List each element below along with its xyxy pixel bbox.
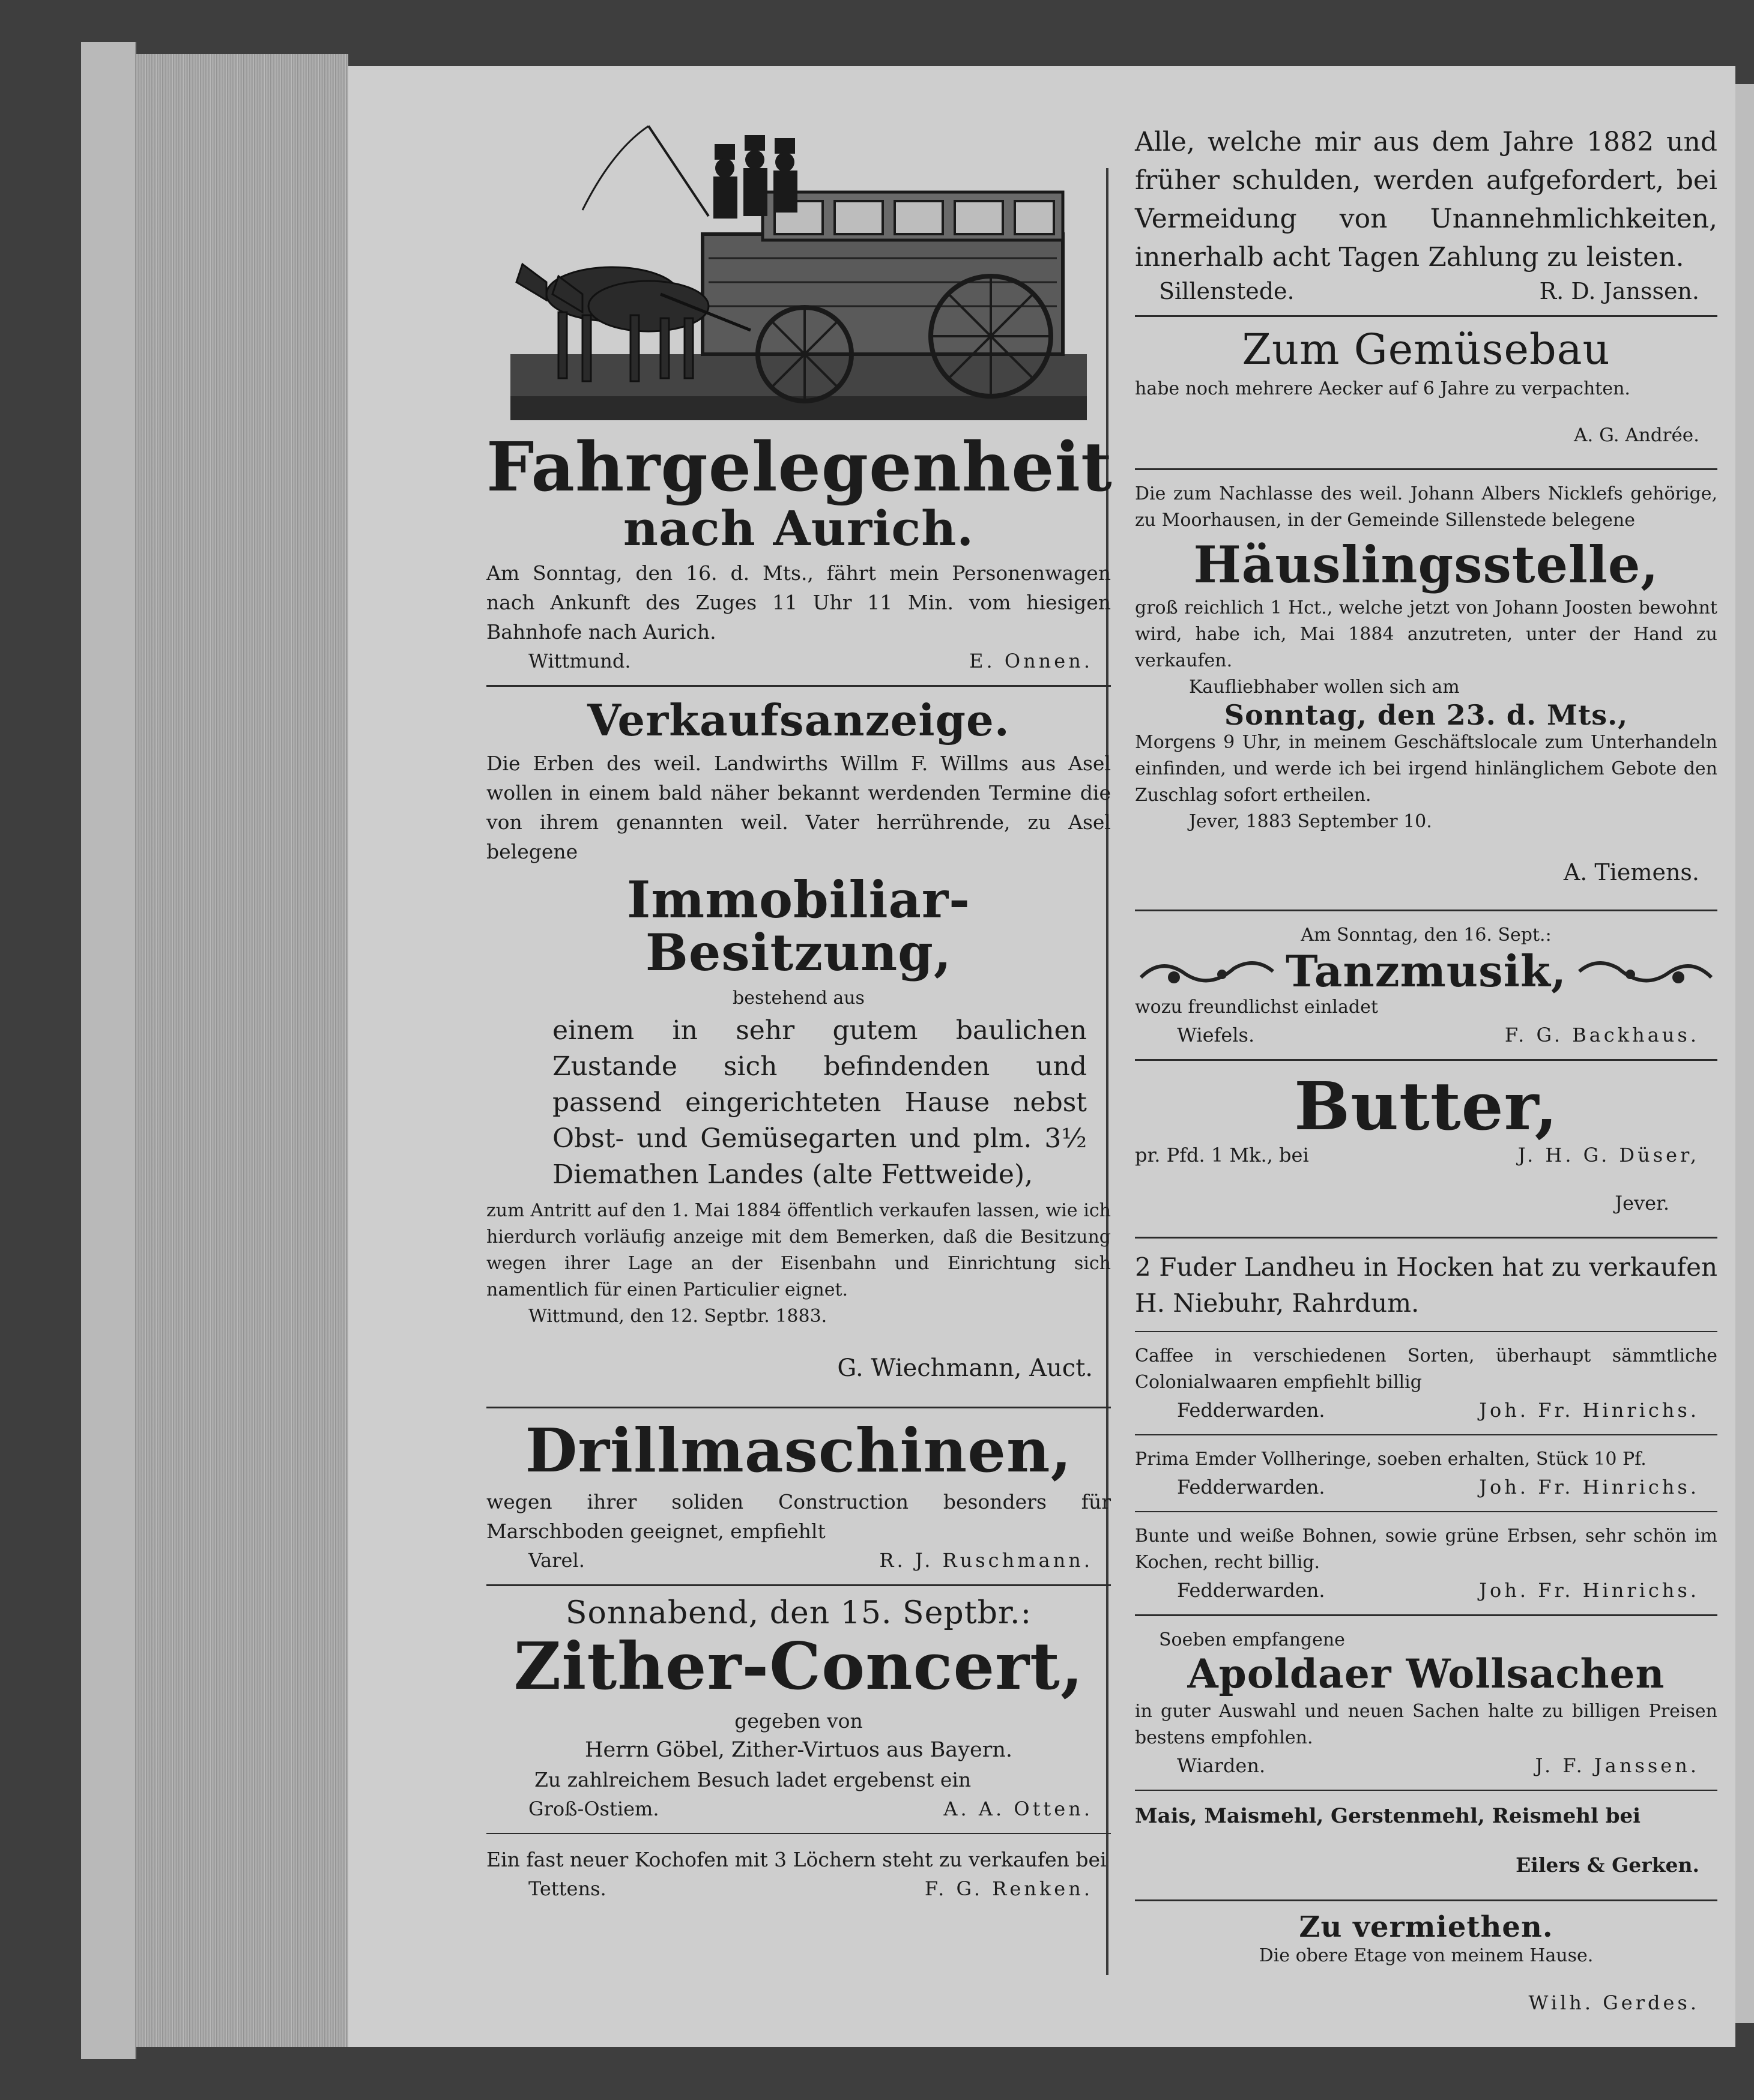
divider: [1135, 1331, 1717, 1332]
ad-place: Wiarden.: [1177, 1754, 1266, 1778]
divider: [486, 1407, 1111, 1408]
ad-name: G. Wiechmann, Auct.: [837, 1354, 1093, 1382]
divider: [486, 685, 1111, 687]
page-stack: [135, 54, 348, 2047]
ad-performer: Herrn Göbel, Zither-Virtuos aus Bayern.: [584, 1737, 1013, 1762]
ad-body-2: Morgens 9 Uhr, in meinem Geschäftslocale zum Unterhandeln einfinden, und werde ich bei irgend hinlänglichem Gebote den Zuschlag sofort ertheilen.: [1135, 731, 1717, 806]
ad-signature: [1135, 1021, 1717, 1049]
right-column: [1135, 123, 1717, 2036]
ad-lead: bestehend aus: [733, 987, 865, 1009]
ad-subtitle: nach Aurich.: [623, 499, 975, 557]
ad-drillmaschinen: [486, 1414, 1111, 1575]
divider: [1135, 1059, 1717, 1061]
ad-butter: [1135, 1067, 1717, 1218]
ad-place: Jever.: [1615, 1192, 1669, 1215]
ad-bohnen: [1135, 1523, 1717, 1605]
ad-title: Butter,: [1294, 1067, 1558, 1145]
ad-given: gegeben von: [734, 1709, 863, 1733]
ad-place: Wiefels.: [1177, 1023, 1255, 1046]
ad-name: F. G. Backhaus.: [1504, 1023, 1699, 1046]
ad-name: R. J. Ruschmann.: [879, 1548, 1093, 1572]
ad-gemuesebau: [1135, 325, 1717, 450]
ad-tanzmusik: [1135, 922, 1717, 1049]
ad-body: in guter Auswahl und neuen Sachen halte zu billigen Preisen bestens empfohlen.: [1135, 1701, 1717, 1749]
next-page-edge: [1734, 84, 1754, 2023]
ad-name: R. D. Janssen.: [1539, 278, 1699, 304]
ad-line: Kaufliebhaber wollen sich am: [1189, 676, 1460, 698]
ad-intro: Die zum Nachlasse des weil. Johann Albers Nicklefs gehörige, zu Moorhausen, in der Gemeinde Sillenstede belegene: [1135, 483, 1717, 531]
ad-fahrgelegenheit: [486, 102, 1111, 675]
ad-wollsachen: [1135, 1627, 1717, 1780]
divider: [1135, 1899, 1717, 1901]
ad-title: Verkaufsanzeige.: [587, 694, 1010, 746]
ad-signature: [486, 647, 1111, 675]
ad-name: Joh. Fr. Hinrichs.: [1479, 1399, 1699, 1422]
ad-place: Sillenstede.: [1159, 278, 1295, 304]
ad-body: Am Sonntag, den 16. d. Mts., fährt mein Personenwagen nach Ankunft des Zuges 11 Uhr 11 Min. vom hiesigen Bahnhofe nach Aurich.: [486, 561, 1111, 644]
ad-signature: [486, 1546, 1111, 1575]
ad-body: Bunte und weiße Bohnen, sowie grüne Erbsen, sehr schön im Kochen, recht billig.: [1135, 1525, 1717, 1573]
divider: [1135, 468, 1717, 470]
ad-body: Prima Emder Vollheringe, soeben erhalten, Stück 10 Pf.: [1135, 1449, 1647, 1470]
ad-date: Sonnabend, den 15. Septbr.:: [565, 1595, 1032, 1631]
ad-signature: [1135, 1576, 1717, 1605]
ad-dateline: Wittmund, den 12. Septbr. 1883.: [528, 1305, 827, 1327]
ad-body: 2 Fuder Landheu in Hocken hat zu verkaufen H. Niebuhr, Rahrdum.: [1135, 1252, 1717, 1318]
ad-schulden: [1135, 123, 1717, 306]
ad-heading: Immobiliar-Besitzung,: [626, 870, 971, 983]
ad-vermiethen: [1135, 1912, 1717, 2017]
ad-title: Häuslingsstelle,: [1193, 534, 1659, 594]
ad-body: Caffee in verschiedenen Sorten, überhaupt sämmtliche Colonialwaaren empfiehlt billig: [1135, 1345, 1717, 1393]
ad-place: Fedderwarden.: [1177, 1579, 1325, 1602]
ad-body: Mais, Maismehl, Gerstenmehl, Reismehl bei: [1135, 1804, 1641, 1829]
ad-date: Sonntag, den 23. d. Mts.,: [1224, 698, 1628, 731]
divider: [1135, 315, 1717, 317]
ad-title: Zu vermiethen.: [1299, 1910, 1553, 1945]
ad-name: Wilh. Gerdes.: [1528, 1991, 1699, 2014]
ad-place: Wittmund.: [528, 649, 631, 672]
ad-signature: [1135, 1396, 1717, 1425]
ad-signature: [1135, 1751, 1717, 1780]
ad-place: Fedderwarden.: [1177, 1399, 1325, 1422]
ad-body: Die obere Etage von meinem Hause.: [1259, 1945, 1594, 1966]
ad-description: einem in sehr gutem baulichen Zustande sich befindenden und passend eingerichteten Hause nebst Obst- und Gemüsegarten und plm. 3½ Diemathen Landes (alte Fettweide),: [552, 1015, 1087, 1190]
ad-landheu: [1135, 1249, 1717, 1321]
ad-place: Fedderwarden.: [1177, 1476, 1325, 1499]
ad-signature: [1135, 277, 1717, 306]
ad-name: A. A. Otten.: [943, 1797, 1093, 1820]
ad-zither-concert: [486, 1597, 1111, 1823]
ad-body: wegen ihrer soliden Construction besonders für Marschboden geeignet, empfiehlt: [486, 1489, 1111, 1543]
ad-name: J. F. Janssen.: [1535, 1754, 1699, 1778]
ad-signature: [486, 1794, 1111, 1823]
ad-invite: Zu zahlreichem Besuch ladet ergebenst ein: [534, 1767, 972, 1791]
ad-dateline: Jever, 1883 September 10.: [1189, 810, 1432, 832]
ad-kochofen: [486, 1845, 1111, 1903]
ad-title: Zum Gemüsebau: [1242, 325, 1610, 374]
ad-place: Varel.: [528, 1548, 585, 1572]
divider: [1135, 1614, 1717, 1616]
divider: [1135, 1790, 1717, 1791]
ad-name: F. G. Renken.: [924, 1877, 1093, 1900]
book-edge: [81, 42, 136, 2059]
divider: [1135, 1511, 1717, 1512]
ad-signature: [486, 1874, 1111, 1903]
ad-body: wozu freundlichst einladet: [1135, 996, 1378, 1018]
divider: [486, 1584, 1111, 1586]
ornament-left-icon: [1138, 953, 1276, 989]
ad-place: Tettens.: [528, 1877, 606, 1900]
ad-name: Joh. Fr. Hinrichs.: [1479, 1476, 1699, 1499]
ad-caffee: [1135, 1343, 1717, 1425]
ad-lead: Soeben empfangene: [1159, 1629, 1345, 1651]
ad-body: pr. Pfd. 1 Mk., bei: [1135, 1144, 1309, 1167]
ad-title: Tanzmusik,: [1286, 945, 1567, 997]
ad-signature: [1135, 1141, 1717, 1169]
ad-name: Eilers & Gerken.: [1516, 1853, 1699, 1877]
divider: [1135, 1237, 1717, 1239]
ad-body: Ein fast neuer Kochofen mit 3 Löchern steht zu verkaufen bei: [486, 1847, 1107, 1871]
ad-name: A. G. Andrée.: [1573, 424, 1699, 446]
left-column: [486, 102, 1111, 1903]
ad-intro: Die Erben des weil. Landwirths Willm F. Willms aus Asel wollen in einem bald näher bekannt werdenden Termine die von ihrem genannten weil. Vater herrührende, zu Asel belegene: [486, 752, 1111, 864]
ad-mais: [1135, 1802, 1717, 1880]
ornament-right-icon: [1576, 953, 1714, 989]
ad-title: Apoldaer Wollsachen: [1187, 1650, 1665, 1698]
ad-title: Fahrgelegenheit: [486, 428, 1113, 507]
newspaper-page: [348, 66, 1735, 2047]
ad-name: E. Onnen.: [969, 649, 1093, 672]
ad-name: Joh. Fr. Hinrichs.: [1479, 1579, 1699, 1602]
ad-body: groß reichlich 1 Hct., welche jetzt von Johann Joosten bewohnt wird, habe ich, Mai 1884 anzutreten, unter der Hand zu verkaufen.: [1135, 597, 1717, 671]
stagecoach-illustration: [510, 102, 1087, 426]
ad-signature: [1135, 1473, 1717, 1501]
ad-vollheringe: [1135, 1446, 1717, 1501]
ad-name: A. Tiemens.: [1563, 858, 1699, 886]
ad-verkaufsanzeige: [486, 694, 1111, 1383]
ad-title: Zither-Concert,: [513, 1629, 1084, 1705]
ad-name: J. H. G. Düser,: [1517, 1144, 1699, 1167]
ad-body: Alle, welche mir aus dem Jahre 1882 und früher schulden, werden aufgefordert, bei Vermeidung von Unannehmlichkeiten, innerhalb acht Tagen Zahlung zu leisten.: [1135, 127, 1717, 273]
divider: [486, 1833, 1111, 1834]
divider: [1135, 910, 1717, 911]
divider: [1135, 1434, 1717, 1435]
ad-title: Drillmaschinen,: [525, 1414, 1072, 1486]
ad-haeuslingsstelle: [1135, 481, 1717, 887]
ad-terms: zum Antritt auf den 1. Mai 1884 öffentlich verkaufen lassen, wie ich hierdurch vorläufig anzeige mit dem Bemerken, daß die Besitzung wegen ihrer Lage an der Eisenbahn und Einrichtung sich namentlich für einen Particulier eignet.: [486, 1199, 1111, 1300]
ad-place: Groß-Ostiem.: [528, 1797, 659, 1820]
ad-date: Am Sonntag, den 16. Sept.:: [1301, 924, 1552, 946]
ad-body: habe noch mehrere Aecker auf 6 Jahre zu verpachten.: [1135, 378, 1630, 399]
